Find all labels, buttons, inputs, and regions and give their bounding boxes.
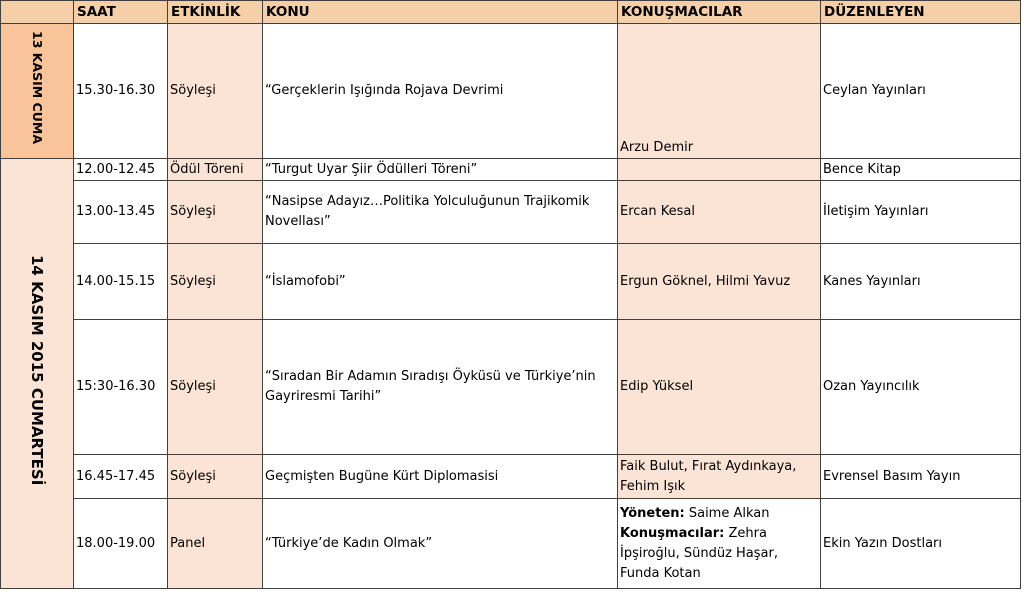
duzenleyen-cell: Ekin Yazın Dostları	[821, 499, 1021, 589]
saat-cell: 16.45-17.45	[74, 455, 168, 499]
etkinlik-cell: Söyleşi	[168, 320, 263, 455]
table-row	[1, 499, 1021, 589]
konusmacilar-cell: Edip Yüksel	[618, 320, 821, 455]
day-label: 14 KASIM 2015 CUMARTESİ	[28, 254, 46, 486]
konusmacilar-cell: Faik Bulut, Fırat Aydınkaya, Fehim Işık	[618, 455, 821, 499]
konu-cell: “Türkiye’de Kadın Olmak”	[263, 499, 618, 589]
saat-cell: 13.00-13.45	[74, 181, 168, 244]
konu-cell: “Sıradan Bir Adamın Sıradışı Öyküsü ve Türkiye’nin Gayriresmi Tarihi”	[263, 320, 618, 455]
etkinlik-cell: Söyleşi	[168, 181, 263, 244]
konusmacilar-value: Zehra İpşiroğlu, Sündüz Haşar, Funda Kotan	[620, 525, 778, 581]
konu-cell: “Turgut Uyar Şiir Ödülleri Töreni”	[263, 159, 618, 181]
duzenleyen-cell: Bence Kitap	[821, 159, 1021, 181]
yoneten-label: Yöneten:	[620, 505, 685, 521]
konusmacilar-cell	[618, 159, 821, 181]
yoneten-value: Saime Alkan	[684, 505, 770, 521]
header-duzenleyen: DÜZENLEYEN	[821, 1, 1021, 24]
table-row	[1, 455, 1021, 499]
konusmacilar-label: Konuşmacılar:	[620, 525, 725, 541]
header-row	[1, 1, 1021, 24]
saat-cell: 14.00-15.15	[74, 244, 168, 320]
day-label-cell	[1, 24, 74, 159]
etkinlik-cell: Ödül Töreni	[168, 159, 263, 181]
konusmacilar-cell: Ercan Kesal	[618, 181, 821, 244]
table-row	[1, 320, 1021, 455]
day-label-cell	[1, 159, 74, 589]
table-row	[1, 244, 1021, 320]
konusmacilar-cell: Arzu Demir	[618, 24, 821, 159]
konu-cell: “Gerçeklerin Işığında Rojava Devrimi	[263, 24, 618, 159]
header-corner	[1, 1, 74, 24]
konu-cell: “Nasipse Adayız…Politika Yolculuğunun Trajikomik Novellası”	[263, 181, 618, 244]
etkinlik-cell: Söyleşi	[168, 24, 263, 159]
duzenleyen-cell: Evrensel Basım Yayın	[821, 455, 1021, 499]
header-etkinlik: ETKİNLİK	[168, 1, 263, 24]
table-row	[1, 24, 1021, 159]
etkinlik-cell: Panel	[168, 499, 263, 589]
duzenleyen-cell: Ozan Yayıncılık	[821, 320, 1021, 455]
saat-cell: 12.00-12.45	[74, 159, 168, 181]
table-row	[1, 181, 1021, 244]
duzenleyen-cell: Ceylan Yayınları	[821, 24, 1021, 159]
konu-cell: Geçmişten Bugüne Kürt Diplomasisi	[263, 455, 618, 499]
saat-cell: 15:30-16.30	[74, 320, 168, 455]
saat-cell: 15.30-16.30	[74, 24, 168, 159]
header-konu: KONU	[263, 1, 618, 24]
duzenleyen-cell: İletişim Yayınları	[821, 181, 1021, 244]
duzenleyen-cell: Kanes Yayınları	[821, 244, 1021, 320]
konu-cell: “İslamofobi”	[263, 244, 618, 320]
day-label: 13 KASIM CUMA	[30, 31, 45, 144]
saat-cell: 18.00-19.00	[74, 499, 168, 589]
konusmacilar-cell	[618, 499, 821, 589]
etkinlik-cell: Söyleşi	[168, 455, 263, 499]
konusmacilar-cell: Ergun Göknel, Hilmi Yavuz	[618, 244, 821, 320]
header-konusmacilar: KONUŞMACILAR	[618, 1, 821, 24]
header-saat: SAAT	[74, 1, 168, 24]
table-row	[1, 159, 1021, 181]
etkinlik-cell: Söyleşi	[168, 244, 263, 320]
